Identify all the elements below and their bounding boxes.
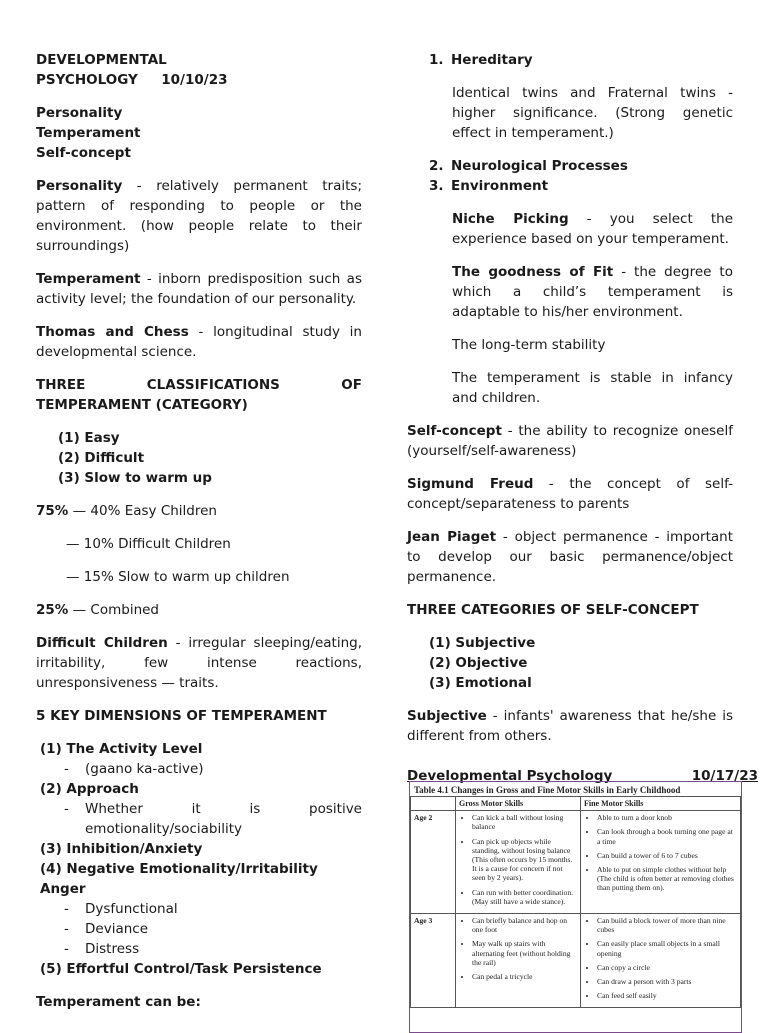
- definition: - the ability to recognize oneself (yourself/self-awareness): [407, 423, 733, 459]
- categories-heading: THREE CATEGORIES OF SELF-CONCEPT: [407, 602, 699, 618]
- freud-definition: [407, 474, 733, 514]
- skill-item: • Can run with better coordination. (May still have a wide stance).: [472, 888, 577, 906]
- header-cell: Gross Motor Skills: [456, 797, 581, 811]
- fine-cell: [581, 914, 741, 1008]
- skill-item: • Can copy a circle: [597, 963, 737, 972]
- item-label: Hereditary: [451, 52, 533, 68]
- stat-15: — 15% Slow to warm up children: [66, 569, 290, 585]
- self-concept-definition: [407, 421, 733, 461]
- dimensions-heading: 5 KEY DIMENSIONS OF TEMPERAMENT: [36, 708, 327, 724]
- subjective-definition: [407, 706, 733, 746]
- dimension-item: (2) Approach: [40, 781, 139, 797]
- term: Sigmund Freud: [407, 476, 534, 492]
- stat-10: — 10% Difficult Children: [66, 536, 231, 552]
- dimension-item: (3) Inhibition/Anxiety: [40, 841, 203, 857]
- title-date: 10/10/23: [161, 72, 228, 88]
- left-column: [36, 50, 362, 1025]
- definition: - longitudinal study in developmental science.: [36, 324, 362, 360]
- term: Niche Picking: [452, 211, 569, 227]
- difficult-children-definition: [36, 633, 362, 693]
- gross-cell: [456, 914, 581, 1008]
- page-title: [36, 50, 362, 90]
- classifications-heading: THREE CLASSIFICATIONS OF TEMPERAMENT (CATEGORY): [36, 377, 362, 413]
- header-cell: [411, 797, 456, 811]
- skill-item: • Can draw a person with 3 parts: [597, 977, 737, 986]
- age-cell: Age 3: [411, 914, 456, 1008]
- fine-cell: [581, 811, 741, 914]
- skill-item: • Can kick a ball without losing balance: [472, 813, 577, 831]
- list-item: (1) Subjective: [429, 635, 536, 651]
- item-label: Neurological Processes: [451, 158, 628, 174]
- numbered-item: [407, 156, 733, 176]
- skill-item: • Can build a tower of 6 to 7 cubes: [597, 851, 737, 860]
- skill-item: • Can pedal a tricycle: [472, 972, 577, 981]
- stat-text: — 40% Easy Children: [68, 503, 217, 519]
- stat-text: — Combined: [68, 602, 159, 618]
- skill-item: • Can briefly balance and hop on one foot: [472, 916, 577, 934]
- definition: - you select the experience based on your temperament.: [452, 211, 733, 247]
- gross-cell: [456, 811, 581, 914]
- skill-item: • Able to put on simple clothes without help (The child is often better at removing clothes than putting them on).: [597, 865, 737, 893]
- sub-item: - Whether it is positive emotionality/sociability: [40, 799, 362, 839]
- title-text: DEVELOPMENTAL PSYCHOLOGY: [36, 52, 167, 88]
- thomas-chess-definition: [36, 322, 362, 362]
- niche-picking: [407, 209, 733, 249]
- term: Difficult Children: [36, 635, 168, 651]
- stat-25: [36, 600, 362, 620]
- item-number: 2.: [429, 158, 444, 174]
- term: Jean Piaget: [407, 529, 497, 545]
- sub-list: [40, 799, 362, 839]
- term: Thomas and Chess: [36, 324, 189, 340]
- sub-list: [40, 899, 362, 959]
- sub-item: - Distress: [40, 939, 362, 959]
- right-column: [407, 50, 733, 759]
- goodness-of-fit: [407, 262, 733, 322]
- list-item: (2) Difficult: [58, 450, 145, 466]
- definition: - relatively permanent traits; pattern of responding to people or the environment. (how people relate to their surroundings): [36, 178, 362, 254]
- long-term-stability: The long-term stability: [452, 337, 606, 353]
- skill-item: • Can build a block tower of more than nine cubes: [597, 916, 737, 934]
- personality-definition: [36, 176, 362, 256]
- motor-skills-table: [409, 781, 742, 1033]
- stat-value: 25%: [36, 602, 69, 618]
- topic-list: [36, 103, 362, 163]
- definition: - object permanence - important to develop our basic permanence/object permanence.: [407, 529, 733, 585]
- definition: - irregular sleeping/eating, irritability, few intense reactions, unresponsiveness — traits.: [36, 635, 362, 691]
- skill-item: • Can easily place small objects in a small opening: [597, 939, 737, 957]
- dimensions-list: [36, 739, 362, 979]
- dimension-item: (1) The Activity Level: [40, 741, 203, 757]
- classification-list: [36, 428, 362, 488]
- stat-value: 75%: [36, 503, 69, 519]
- temperament-definition: [36, 269, 362, 309]
- numbered-item: [407, 50, 733, 70]
- dimension-item: (4) Negative Emotionality/Irritability Anger: [40, 861, 318, 897]
- definition: - infants' awareness that he/she is different from others.: [407, 708, 733, 744]
- item-number: 3.: [429, 178, 444, 194]
- term: Temperament: [36, 271, 141, 287]
- list-item: (2) Objective: [429, 655, 528, 671]
- topic-item: Self-concept: [36, 145, 131, 161]
- term: Subjective: [407, 708, 487, 724]
- temperament-can-be: Temperament can be:: [36, 994, 201, 1010]
- piaget-definition: [407, 527, 733, 587]
- item-number: 1.: [429, 52, 444, 68]
- categories-list: [407, 633, 733, 693]
- table-row: [411, 914, 741, 1008]
- list-item: (1) Easy: [58, 430, 120, 446]
- skill-item: • Can feed self easily: [597, 991, 737, 1000]
- topic-item: Temperament: [36, 125, 141, 141]
- table-caption: Table 4.1 Changes in Gross and Fine Motor Skills in Early Childhood: [414, 785, 681, 795]
- term: The goodness of Fit: [452, 264, 614, 280]
- sub-list: [40, 759, 362, 779]
- sub-item: - (gaano ka-active): [40, 759, 362, 779]
- dimension-item: (5) Effortful Control/Task Persistence: [40, 961, 322, 977]
- skill-item: • Can look through a book turning one page at a time: [597, 827, 737, 845]
- item-label: Environment: [451, 178, 549, 194]
- topic-item: Personality: [36, 105, 123, 121]
- definition: - inborn predisposition such as activity level; the foundation of our personality.: [36, 271, 362, 307]
- numbered-item: [407, 176, 733, 196]
- skill-item: • Able to turn a door knob: [597, 813, 737, 822]
- table-header-row: [411, 797, 741, 811]
- term: Self-concept: [407, 423, 502, 439]
- skill-item: • May walk up stairs with alternating feet (without holding the rail): [472, 939, 577, 967]
- term: Personality: [36, 178, 123, 194]
- definition: - the concept of self-concept/separateness to parents: [407, 476, 733, 512]
- header-cell: Fine Motor Skills: [581, 797, 741, 811]
- title-text: Developmental Psychology: [407, 768, 613, 784]
- table-row: [411, 811, 741, 914]
- age-cell: Age 2: [411, 811, 456, 914]
- stable-text: The temperament is stable in infancy and children.: [452, 370, 733, 406]
- sub-item: - Deviance: [40, 919, 362, 939]
- stat-75: [36, 501, 362, 521]
- title-date: 10/17/23: [691, 768, 758, 784]
- sub-item: - Dysfunctional: [40, 899, 362, 919]
- list-item: (3) Emotional: [429, 675, 532, 691]
- definition: - the degree to which a child’s temperament is adaptable to his/her environment.: [452, 264, 733, 320]
- skill-item: • Can pick up objects while standing, without losing balance (This often occurs by 15 months. It is a cause for concern if not seen by 2 years).: [472, 837, 577, 883]
- hereditary-text: Identical twins and Fraternal twins - higher significance. (Strong genetic effect in temperament.): [452, 85, 733, 141]
- skills-table: [410, 796, 741, 1008]
- list-item: (3) Slow to warm up: [58, 470, 212, 486]
